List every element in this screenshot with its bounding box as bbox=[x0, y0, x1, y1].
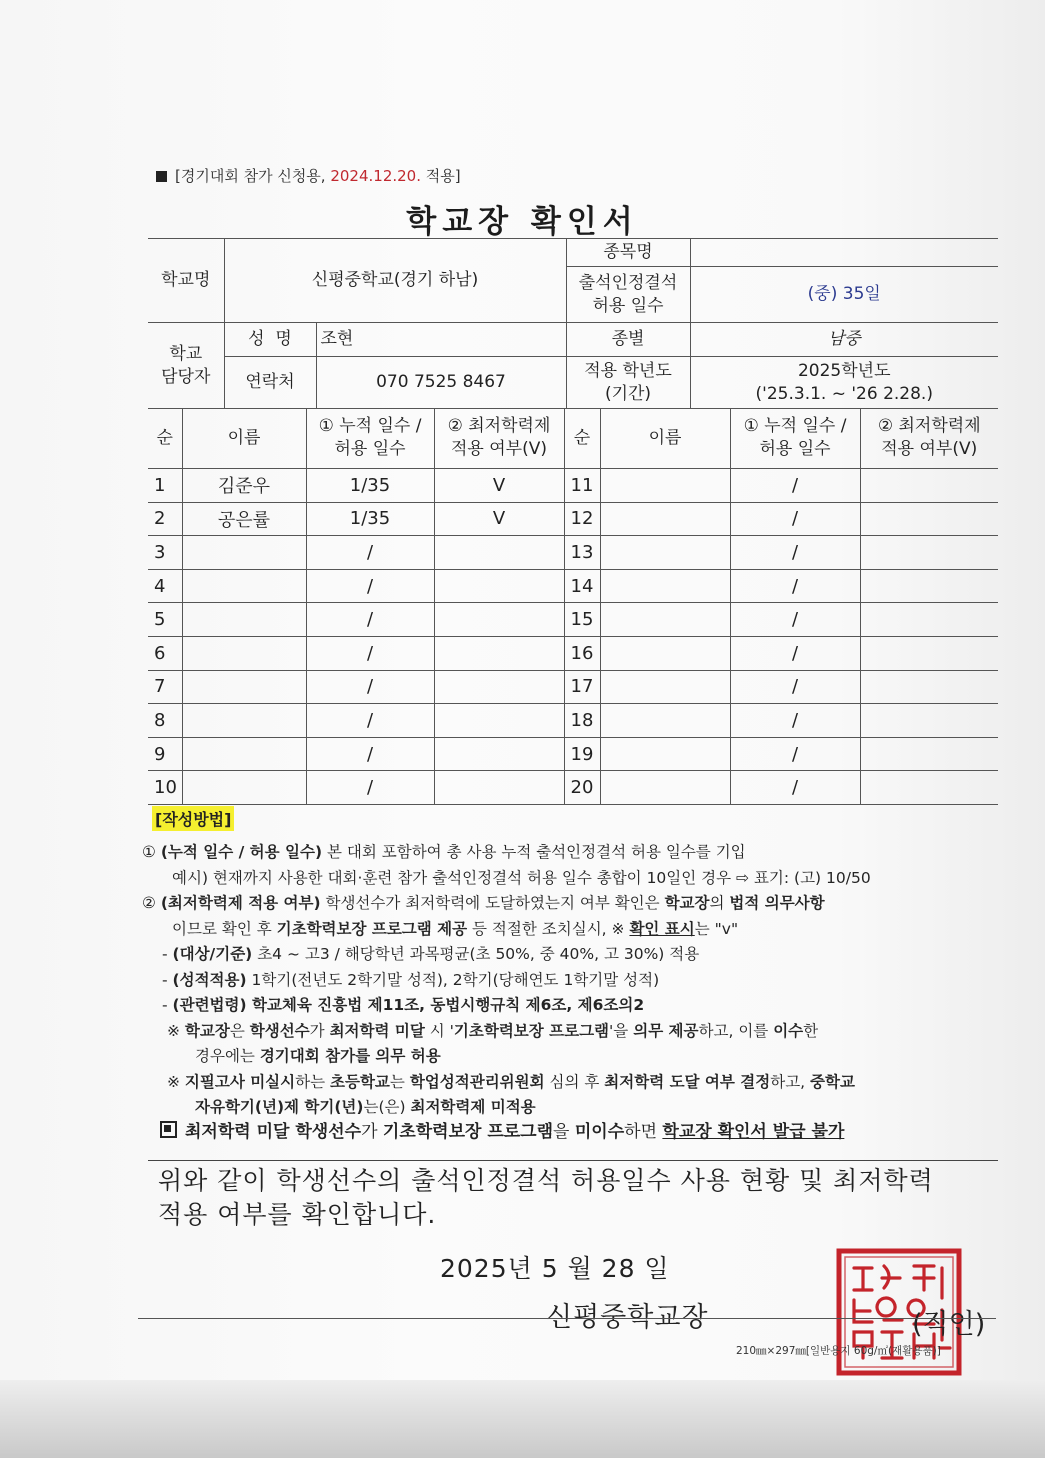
min-grade-cell bbox=[860, 536, 998, 570]
name-cell bbox=[600, 704, 730, 738]
name-cell bbox=[182, 670, 306, 704]
days-value: (중) 35일 bbox=[690, 267, 998, 323]
note-1: ① (누적 일수 / 허용 일수) 본 대회 포함하여 총 사용 누적 출석인정결석 허용 일수를 기입 bbox=[142, 843, 746, 861]
days-cell: / bbox=[306, 636, 434, 670]
info-table bbox=[148, 238, 998, 409]
min-grade-cell bbox=[860, 569, 998, 603]
col-name: 이름 bbox=[600, 408, 730, 469]
seq-cell: 10 bbox=[148, 771, 182, 805]
days-cell: / bbox=[730, 569, 860, 603]
col-min-grade: ② 최저학력제 적용 여부(V) bbox=[860, 408, 998, 469]
seal-label: (직인) bbox=[912, 1309, 986, 1340]
days-cell: / bbox=[730, 536, 860, 570]
days-label: 출석인정결석 허용 일수 bbox=[566, 267, 690, 323]
seq-cell: 6 bbox=[148, 636, 182, 670]
min-grade-cell bbox=[860, 670, 998, 704]
days-cell: / bbox=[306, 771, 434, 805]
table-row bbox=[148, 536, 998, 570]
school-label: 학교명 bbox=[148, 239, 224, 323]
name-cell bbox=[600, 771, 730, 805]
table-row bbox=[148, 636, 998, 670]
seq-cell: 13 bbox=[564, 536, 600, 570]
min-grade-cell bbox=[434, 771, 564, 805]
name-cell bbox=[182, 603, 306, 637]
min-grade-cell bbox=[434, 536, 564, 570]
seq-cell: 19 bbox=[564, 737, 600, 771]
min-grade-cell bbox=[434, 603, 564, 637]
seq-cell: 4 bbox=[148, 569, 182, 603]
name-cell: 김준우 bbox=[182, 469, 306, 503]
note-1-example: 예시) 현재까지 사용한 대회·훈련 참가 출석인정결석 허용 일수 총합이 10일인 경우 ⇨ 표기: (고) 10/50 bbox=[172, 868, 871, 887]
seq-cell: 8 bbox=[148, 704, 182, 738]
days-cell: / bbox=[730, 636, 860, 670]
confirmation-text: 위와 같이 학생선수의 출석인정결석 허용일수 사용 현황 및 최저학력 적용 여부를 확인합니다. bbox=[158, 1166, 934, 1229]
days-cell: / bbox=[730, 502, 860, 536]
name-cell bbox=[600, 670, 730, 704]
name-cell: 공은률 bbox=[182, 502, 306, 536]
min-grade-cell bbox=[434, 636, 564, 670]
warning-notice: 최저학력 미달 학생선수가 기초학력보장 프로그램을 미이수하면 학교장 확인서 발급 불가 bbox=[160, 1117, 844, 1142]
principal-name: 신평중학교장 bbox=[546, 1302, 709, 1333]
days-cell: / bbox=[730, 670, 860, 704]
days-cell: / bbox=[306, 704, 434, 738]
name-cell bbox=[182, 636, 306, 670]
days-cell: / bbox=[730, 603, 860, 637]
min-grade-cell bbox=[434, 704, 564, 738]
col-days: ① 누적 일수 / 허용 일수 bbox=[306, 408, 434, 469]
min-grade-cell bbox=[434, 737, 564, 771]
min-grade-cell bbox=[434, 569, 564, 603]
name-cell bbox=[182, 536, 306, 570]
method-label: [작성방법] bbox=[152, 806, 234, 831]
roster-body bbox=[148, 469, 998, 805]
table-row bbox=[148, 771, 998, 805]
col-seq: 순 bbox=[564, 408, 600, 469]
seq-cell: 3 bbox=[148, 536, 182, 570]
name-cell bbox=[182, 704, 306, 738]
remark-2: ※ 지필고사 미실시하는 초등학교는 학업성적관리위원회 심의 후 최저학력 도달 여부 결정하고, 중학교 bbox=[167, 1072, 855, 1091]
days-cell: 1/35 bbox=[306, 502, 434, 536]
days-cell: / bbox=[730, 704, 860, 738]
name-cell bbox=[600, 636, 730, 670]
days-cell: / bbox=[730, 469, 860, 503]
contact-label: 연락처 bbox=[224, 357, 316, 409]
manager-label: 학교 담당자 bbox=[148, 323, 224, 409]
name-cell bbox=[600, 536, 730, 570]
sport-value bbox=[690, 239, 998, 267]
method-notes bbox=[142, 840, 1002, 1121]
name-cell bbox=[182, 771, 306, 805]
student-roster-table bbox=[148, 408, 998, 805]
days-cell: / bbox=[306, 737, 434, 771]
divider bbox=[148, 1160, 998, 1161]
remark-2-cont: 자유학기(년)제 학기(년)는(은) 최저학력제 미적용 bbox=[195, 1098, 536, 1116]
seq-cell: 5 bbox=[148, 603, 182, 637]
seq-cell: 9 bbox=[148, 737, 182, 771]
seq-cell: 14 bbox=[564, 569, 600, 603]
seq-cell: 20 bbox=[564, 771, 600, 805]
seq-cell: 2 bbox=[148, 502, 182, 536]
name-cell bbox=[600, 603, 730, 637]
name-cell bbox=[600, 469, 730, 503]
gender-value: 남중 bbox=[690, 323, 998, 357]
name-cell bbox=[182, 569, 306, 603]
name-cell bbox=[600, 569, 730, 603]
document-title: 학교장 확인서 bbox=[406, 204, 639, 240]
header-suffix: 적용] bbox=[421, 167, 461, 185]
note-2-cont: 이므로 확인 후 기초학력보장 프로그램 제공 등 적절한 조치실시, ※ 확인 표시는 "v" bbox=[172, 919, 739, 938]
year-label: 적용 학년도 (기간) bbox=[566, 357, 690, 409]
days-cell: / bbox=[730, 737, 860, 771]
issue-date: 2025년 5 월 28 일 bbox=[440, 1254, 670, 1283]
table-row bbox=[148, 670, 998, 704]
seq-cell: 12 bbox=[564, 502, 600, 536]
seq-cell: 11 bbox=[564, 469, 600, 503]
note-2: ② (최저학력제 적용 여부) 학생선수가 최저학력에 도달하였는지 여부 확인은 학교장의 법적 의무사항 bbox=[142, 894, 825, 912]
min-grade-cell bbox=[860, 771, 998, 805]
min-grade-cell bbox=[434, 670, 564, 704]
page-shadow bbox=[0, 1380, 1045, 1458]
days-cell: / bbox=[306, 670, 434, 704]
seq-cell: 17 bbox=[564, 670, 600, 704]
paper-spec-note: 210㎜×297㎜[일반용지 60g/㎡(재활용품)] bbox=[736, 1345, 941, 1357]
col-seq: 순 bbox=[148, 408, 182, 469]
remark-1: ※ 학교장은 학생선수가 최저학력 미달 시 '기초학력보장 프로그램'을 의무 제공하고, 이를 이수한 bbox=[167, 1021, 819, 1040]
table-row bbox=[148, 469, 998, 503]
contact-value: 070 7525 8467 bbox=[316, 357, 566, 409]
days-cell: 1/35 bbox=[306, 469, 434, 503]
min-grade-cell bbox=[860, 704, 998, 738]
min-grade-cell bbox=[860, 603, 998, 637]
days-cell: / bbox=[306, 536, 434, 570]
checkbox-icon bbox=[160, 1121, 177, 1138]
min-grade-cell bbox=[860, 502, 998, 536]
days-cell: / bbox=[306, 603, 434, 637]
min-grade-cell: V bbox=[434, 469, 564, 503]
table-row bbox=[148, 502, 998, 536]
min-grade-cell bbox=[860, 469, 998, 503]
remark-1-cont: 경우에는 경기대회 참가를 의무 허용 bbox=[195, 1047, 441, 1065]
gender-label: 종별 bbox=[566, 323, 690, 357]
col-days: ① 누적 일수 / 허용 일수 bbox=[730, 408, 860, 469]
seq-cell: 15 bbox=[564, 603, 600, 637]
footer-divider bbox=[138, 1318, 996, 1319]
seq-cell: 16 bbox=[564, 636, 600, 670]
header-prefix: [경기대회 참가 신청용, bbox=[175, 167, 331, 185]
table-row bbox=[148, 603, 998, 637]
square-bullet-icon bbox=[156, 171, 167, 182]
table-row bbox=[148, 569, 998, 603]
seq-cell: 1 bbox=[148, 469, 182, 503]
detail-law: - (관련법령) 학교체육 진흥법 제11조, 동법시행규칙 제6조, 제6조의2 bbox=[162, 996, 645, 1014]
name-cell bbox=[182, 737, 306, 771]
seq-cell: 18 bbox=[564, 704, 600, 738]
form-header bbox=[156, 165, 461, 186]
min-grade-cell: V bbox=[434, 502, 564, 536]
table-row bbox=[148, 704, 998, 738]
name-value: 조현 bbox=[316, 323, 566, 357]
col-name: 이름 bbox=[182, 408, 306, 469]
detail-grades: - (성적적용) 1학기(전년도 2학기말 성적), 2학기(당해연도 1학기말 성적) bbox=[162, 970, 660, 989]
school-value: 신평중학교(경기 하남) bbox=[224, 239, 566, 323]
days-cell: / bbox=[306, 569, 434, 603]
name-label: 성 명 bbox=[224, 323, 316, 357]
name-cell bbox=[600, 737, 730, 771]
table-row bbox=[148, 737, 998, 771]
name-cell bbox=[600, 502, 730, 536]
year-value: 2025학년도 ('25.3.1. ~ '26 2.28.) bbox=[690, 357, 998, 409]
seq-cell: 7 bbox=[148, 670, 182, 704]
col-min-grade: ② 최저학력제 적용 여부(V) bbox=[434, 408, 564, 469]
sport-label: 종목명 bbox=[566, 239, 690, 267]
days-cell: / bbox=[730, 771, 860, 805]
min-grade-cell bbox=[860, 636, 998, 670]
min-grade-cell bbox=[860, 737, 998, 771]
detail-target: - (대상/기준) 초4 ~ 고3 / 해당학년 과목평균(초 50%, 중 40%, 고 30%) 적용 bbox=[162, 945, 700, 963]
header-date: 2024.12.20. bbox=[330, 167, 421, 185]
